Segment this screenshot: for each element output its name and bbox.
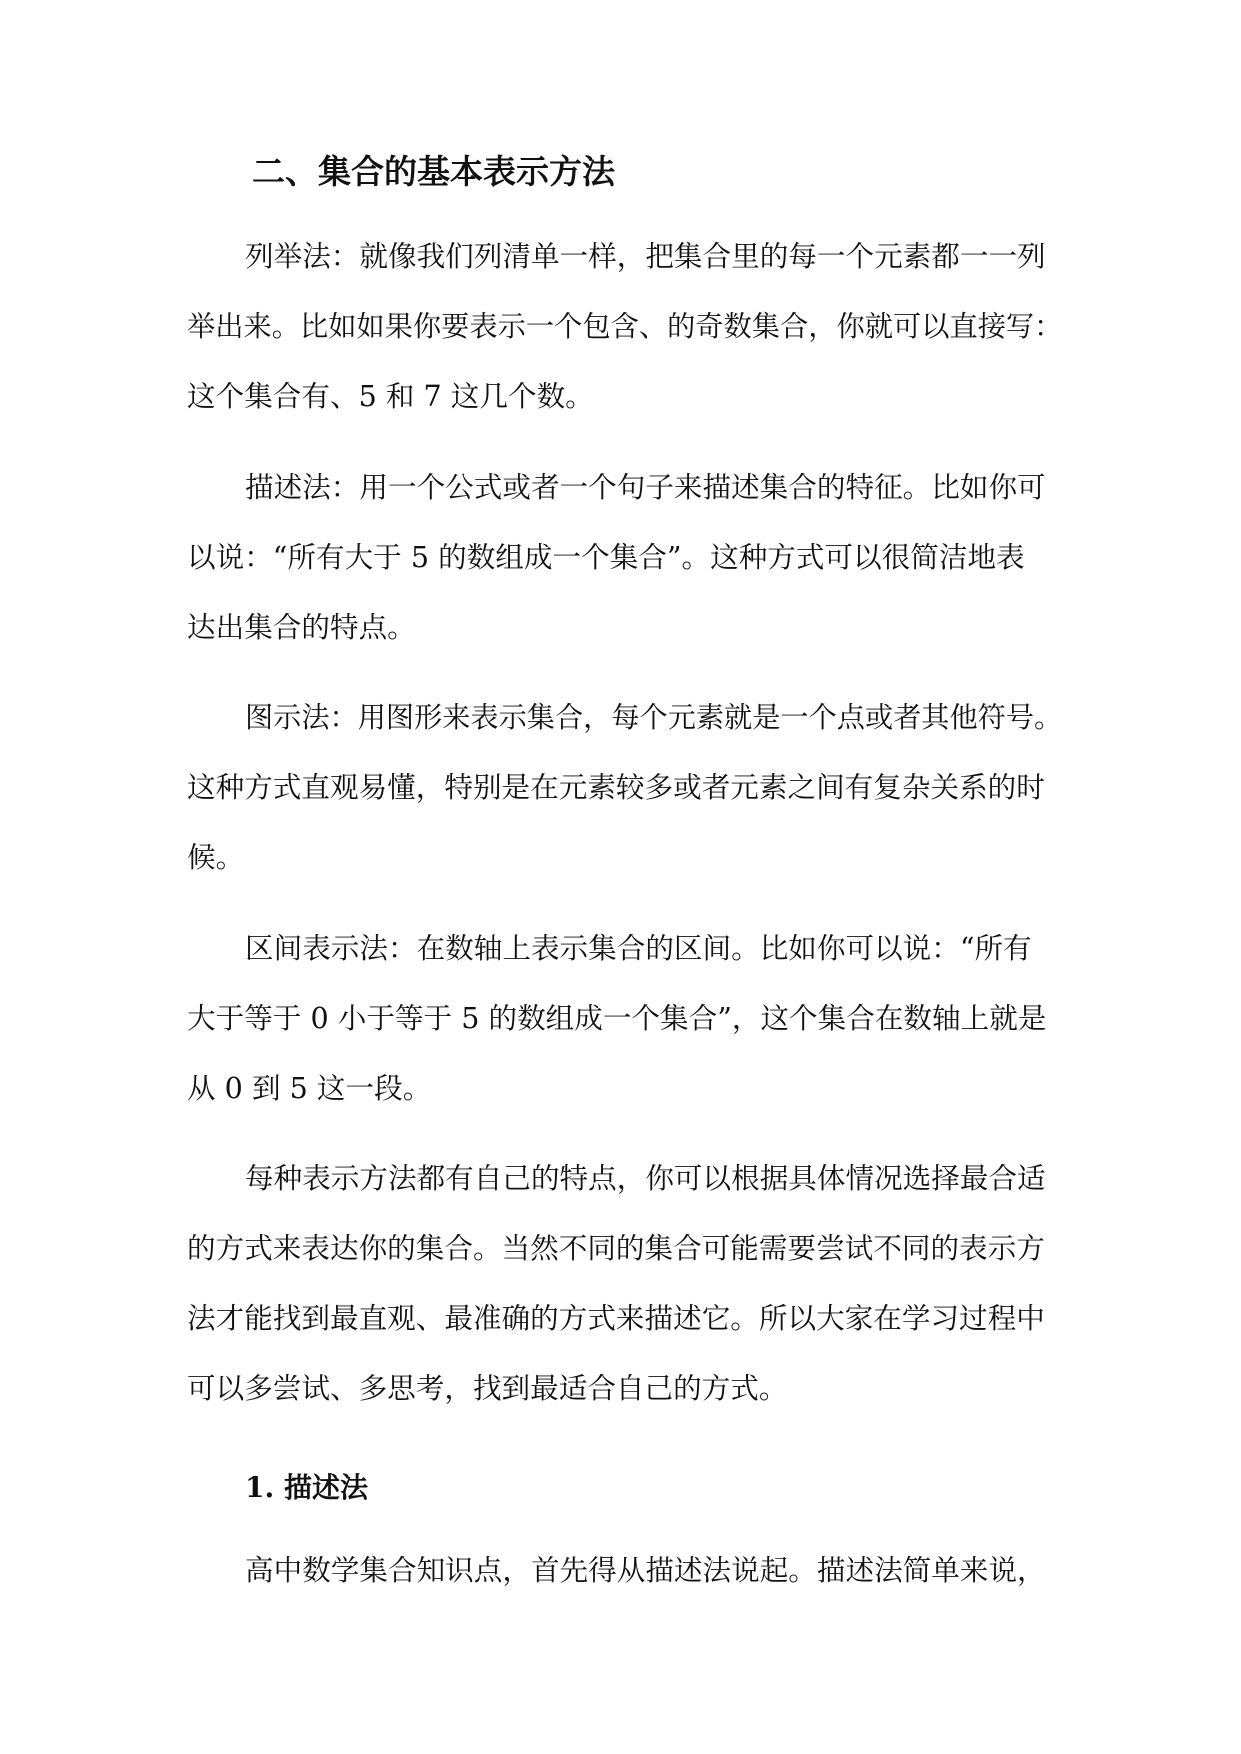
paragraph-line: 举出来。比如如果你要表示一个包含、的奇数集合，你就可以直接写： (187, 309, 1063, 343)
paragraph-line: 这种方式直观易懂，特别是在元素较多或者元素之间有复杂关系的时 (187, 770, 1045, 804)
paragraph-line: 可以多尝试、多思考，找到最适合自己的方式。 (187, 1371, 788, 1405)
paragraph-line: 的方式来表达你的集合。当然不同的集合可能需要尝试不同的表示方 (187, 1231, 1045, 1265)
paragraph-line: 这个集合有、5 和 7 这几个数。 (187, 379, 594, 413)
section-title: 二、集合的基本表示方法 (252, 152, 615, 191)
paragraph-line: 从 0 到 5 这一段。 (187, 1071, 432, 1105)
paragraph-line: 大于等于 0 小于等于 5 的数组成一个集合”，这个集合在数轴上就是 (187, 1001, 1047, 1035)
paragraph-line: 描述法：用一个公式或者一个句子来描述集合的特征。比如你可 (245, 470, 1046, 504)
paragraph-line: 法才能找到最直观、最准确的方式来描述它。所以大家在学习过程中 (187, 1301, 1045, 1335)
paragraph-line: 高中数学集合知识点，首先得从描述法说起。描述法简单来说， (245, 1553, 1046, 1587)
subsection-title: 1. 描述法 (245, 1471, 368, 1504)
paragraph-line: 以说：“所有大于 5 的数组成一个集合”。这种方式可以很简洁地表 (187, 540, 1025, 574)
paragraph-line: 每种表示方法都有自己的特点，你可以根据具体情况选择最合适 (245, 1161, 1046, 1195)
paragraph-line: 候。 (187, 840, 245, 874)
paragraph-line: 列举法：就像我们列清单一样，把集合里的每一个元素都一一列 (245, 239, 1046, 273)
paragraph-line: 区间表示法：在数轴上表示集合的区间。比如你可以说：“所有 (245, 931, 1032, 965)
paragraph-line: 图示法：用图形来表示集合，每个元素就是一个点或者其他符号。 (245, 700, 1063, 734)
paragraph-line: 达出集合的特点。 (187, 610, 416, 644)
